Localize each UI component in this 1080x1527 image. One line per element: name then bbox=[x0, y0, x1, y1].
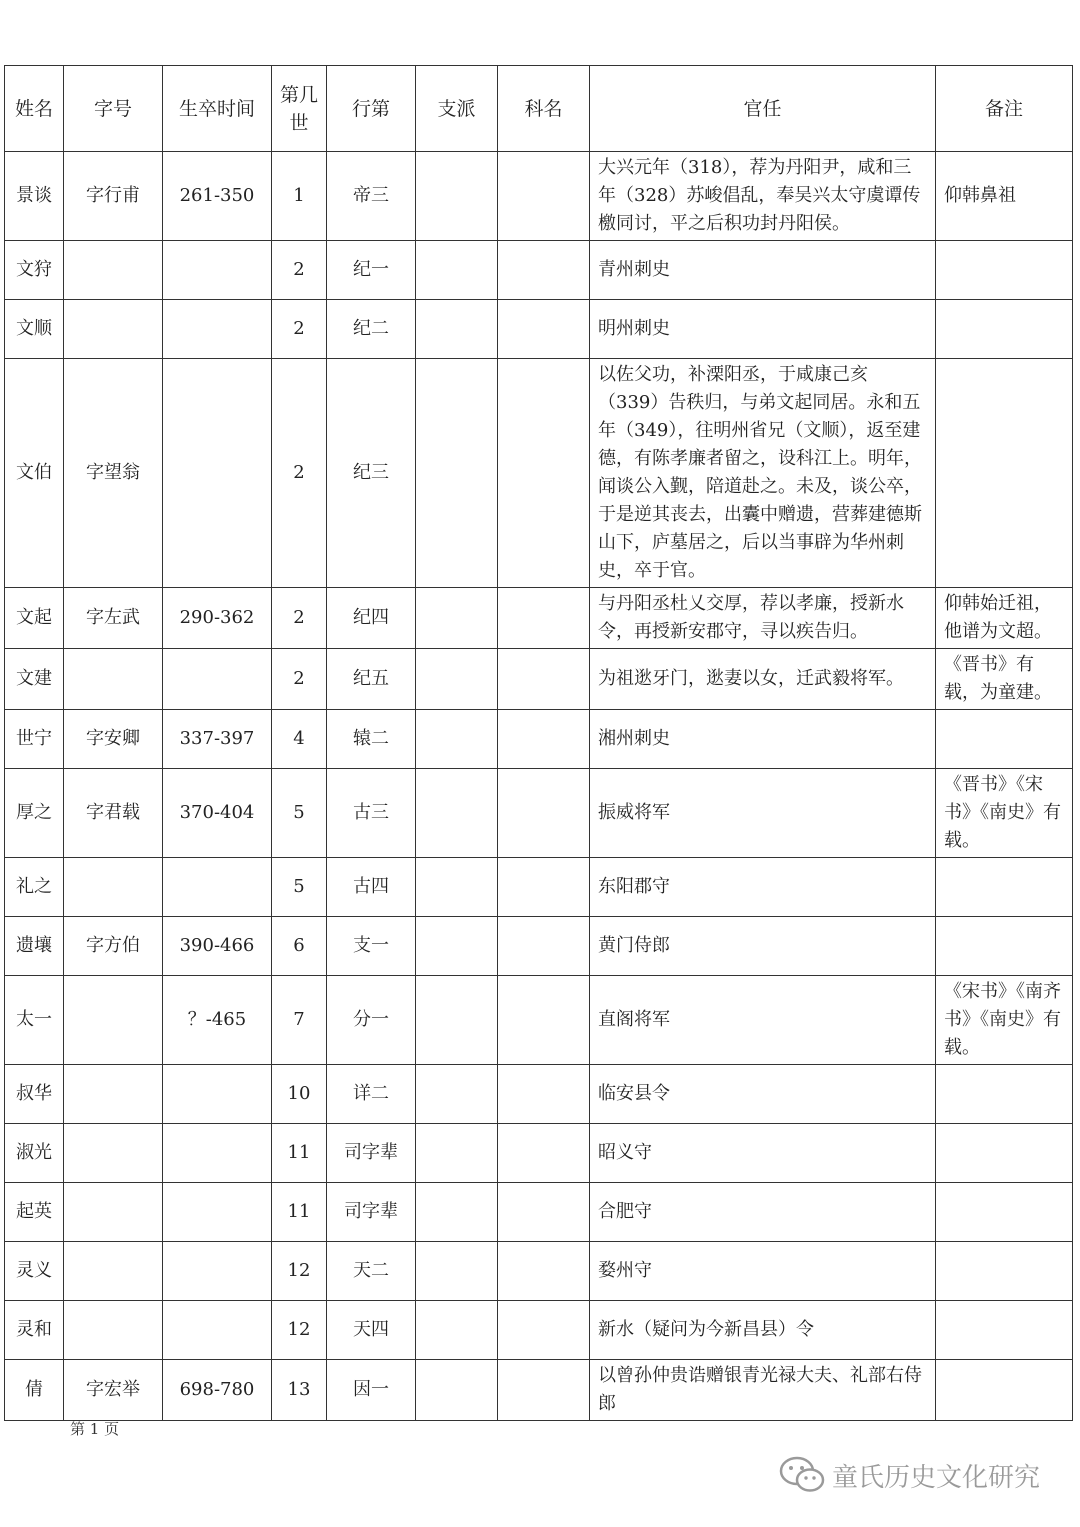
cell-lifespan: 337-397 bbox=[163, 710, 272, 769]
cell-name: 遗壤 bbox=[5, 917, 64, 976]
cell-generation: 2 bbox=[272, 241, 327, 300]
cell-courtesy bbox=[64, 858, 163, 917]
table-row bbox=[5, 710, 1073, 769]
cell-generation: 1 bbox=[272, 152, 327, 241]
cell-notes: 仰韩始迁祖，他谱为文超。 bbox=[936, 588, 1073, 649]
watermark-text: 童氏历史文化研究 bbox=[832, 1462, 1041, 1493]
cell-office: 直阁将军 bbox=[590, 976, 936, 1065]
cell-branch bbox=[416, 1065, 498, 1124]
cell-generation: 2 bbox=[272, 588, 327, 649]
cell-office: 合肥守 bbox=[590, 1183, 936, 1242]
cell-office: 明州刺史 bbox=[590, 300, 936, 359]
table-row bbox=[5, 588, 1073, 649]
cell-rank: 司字辈 bbox=[327, 1124, 416, 1183]
header-name: 姓名 bbox=[5, 66, 64, 152]
table-row bbox=[5, 649, 1073, 710]
cell-name: 厚之 bbox=[5, 769, 64, 858]
cell-lifespan: 390-466 bbox=[163, 917, 272, 976]
cell-rank: 天四 bbox=[327, 1301, 416, 1360]
wechat-icon bbox=[778, 1455, 826, 1495]
cell-courtesy: 字君载 bbox=[64, 769, 163, 858]
header-office: 官任 bbox=[590, 66, 936, 152]
table-row bbox=[5, 359, 1073, 588]
table-row bbox=[5, 769, 1073, 858]
cell-courtesy bbox=[64, 241, 163, 300]
table-row bbox=[5, 1124, 1073, 1183]
cell-notes: 《晋书》有载，为童建。 bbox=[936, 649, 1073, 710]
table-row bbox=[5, 300, 1073, 359]
header-notes: 备注 bbox=[936, 66, 1073, 152]
cell-rank: 支一 bbox=[327, 917, 416, 976]
cell-generation: 10 bbox=[272, 1065, 327, 1124]
cell-lifespan: 261-350 bbox=[163, 152, 272, 241]
cell-generation: 11 bbox=[272, 1124, 327, 1183]
cell-rank: 纪一 bbox=[327, 241, 416, 300]
cell-notes: 仰韩鼻祖 bbox=[936, 152, 1073, 241]
cell-name: 灵义 bbox=[5, 1242, 64, 1301]
cell-branch bbox=[416, 300, 498, 359]
cell-name: 礼之 bbox=[5, 858, 64, 917]
cell-name: 文顺 bbox=[5, 300, 64, 359]
cell-branch bbox=[416, 1301, 498, 1360]
cell-name: 文狩 bbox=[5, 241, 64, 300]
cell-rank: 因一 bbox=[327, 1360, 416, 1421]
cell-office: 婺州守 bbox=[590, 1242, 936, 1301]
cell-lifespan bbox=[163, 1301, 272, 1360]
cell-courtesy: 字安卿 bbox=[64, 710, 163, 769]
header-generation: 第几世 bbox=[272, 66, 327, 152]
cell-office: 临安县令 bbox=[590, 1065, 936, 1124]
cell-name: 景谈 bbox=[5, 152, 64, 241]
cell-exam bbox=[498, 1065, 590, 1124]
cell-generation: 4 bbox=[272, 710, 327, 769]
cell-rank: 古三 bbox=[327, 769, 416, 858]
cell-courtesy bbox=[64, 300, 163, 359]
table-row bbox=[5, 1183, 1073, 1242]
cell-name: 倩 bbox=[5, 1360, 64, 1421]
header-rank: 行第 bbox=[327, 66, 416, 152]
cell-office: 东阳郡守 bbox=[590, 858, 936, 917]
header-lifespan: 生卒时间 bbox=[163, 66, 272, 152]
cell-courtesy bbox=[64, 1065, 163, 1124]
cell-lifespan bbox=[163, 300, 272, 359]
table-row bbox=[5, 241, 1073, 300]
cell-office: 黄门侍郎 bbox=[590, 917, 936, 976]
cell-branch bbox=[416, 710, 498, 769]
cell-lifespan bbox=[163, 1124, 272, 1183]
cell-generation: 7 bbox=[272, 976, 327, 1065]
cell-lifespan bbox=[163, 359, 272, 588]
cell-notes bbox=[936, 858, 1073, 917]
header-row bbox=[5, 66, 1073, 152]
cell-notes bbox=[936, 300, 1073, 359]
cell-notes bbox=[936, 1360, 1073, 1421]
cell-exam bbox=[498, 1301, 590, 1360]
cell-exam bbox=[498, 769, 590, 858]
cell-lifespan bbox=[163, 241, 272, 300]
cell-courtesy: 字行甫 bbox=[64, 152, 163, 241]
table-row bbox=[5, 152, 1073, 241]
table-row bbox=[5, 1301, 1073, 1360]
cell-courtesy bbox=[64, 976, 163, 1065]
cell-office: 以佐父功，补溧阳丞，于咸康己亥（339）告秩归，与弟文起同居。永和五年（349），往明州省兄（文顺），返至建德，有陈孝廉者留之，设科江上。明年，闻谈公入觐，陪道赴之。未及，谈公卒，于是逆其丧去，出囊中赠遗，营葬建德斯山下，庐墓居之，后以当事辟为华州刺史，卒于官。 bbox=[590, 359, 936, 588]
cell-courtesy bbox=[64, 1124, 163, 1183]
page-number: 第 1 页 bbox=[70, 1420, 120, 1438]
cell-lifespan: 370-404 bbox=[163, 769, 272, 858]
cell-branch bbox=[416, 1124, 498, 1183]
cell-exam bbox=[498, 300, 590, 359]
cell-rank: 帝三 bbox=[327, 152, 416, 241]
cell-exam bbox=[498, 976, 590, 1065]
cell-exam bbox=[498, 359, 590, 588]
cell-branch bbox=[416, 649, 498, 710]
table-row bbox=[5, 1065, 1073, 1124]
cell-notes bbox=[936, 1183, 1073, 1242]
cell-exam bbox=[498, 858, 590, 917]
cell-branch bbox=[416, 1183, 498, 1242]
cell-rank: 分一 bbox=[327, 976, 416, 1065]
cell-generation: 2 bbox=[272, 649, 327, 710]
cell-notes bbox=[936, 1065, 1073, 1124]
cell-notes bbox=[936, 1301, 1073, 1360]
cell-office: 青州刺史 bbox=[590, 241, 936, 300]
cell-courtesy bbox=[64, 1183, 163, 1242]
cell-office: 以曾孙仲贵诰赠银青光禄大夫、礼部右侍郎 bbox=[590, 1360, 936, 1421]
cell-generation: 13 bbox=[272, 1360, 327, 1421]
cell-generation: 5 bbox=[272, 769, 327, 858]
cell-name: 淑光 bbox=[5, 1124, 64, 1183]
cell-name: 起英 bbox=[5, 1183, 64, 1242]
cell-exam bbox=[498, 588, 590, 649]
table-body bbox=[5, 152, 1073, 1421]
cell-branch bbox=[416, 1242, 498, 1301]
cell-notes: 《晋书》《宋书》《南史》有载。 bbox=[936, 769, 1073, 858]
cell-office: 振威将军 bbox=[590, 769, 936, 858]
cell-rank: 古四 bbox=[327, 858, 416, 917]
cell-office: 昭义守 bbox=[590, 1124, 936, 1183]
cell-notes bbox=[936, 1242, 1073, 1301]
cell-lifespan bbox=[163, 1065, 272, 1124]
cell-lifespan bbox=[163, 1183, 272, 1242]
cell-generation: 11 bbox=[272, 1183, 327, 1242]
table-row bbox=[5, 917, 1073, 976]
cell-exam bbox=[498, 917, 590, 976]
cell-exam bbox=[498, 152, 590, 241]
cell-courtesy: 字宏举 bbox=[64, 1360, 163, 1421]
cell-notes bbox=[936, 917, 1073, 976]
cell-branch bbox=[416, 1360, 498, 1421]
cell-generation: 5 bbox=[272, 858, 327, 917]
cell-branch bbox=[416, 152, 498, 241]
cell-generation: 2 bbox=[272, 359, 327, 588]
cell-rank: 天二 bbox=[327, 1242, 416, 1301]
cell-branch bbox=[416, 241, 498, 300]
cell-courtesy: 字方伯 bbox=[64, 917, 163, 976]
table-row bbox=[5, 1360, 1073, 1421]
cell-exam bbox=[498, 1242, 590, 1301]
cell-name: 叔华 bbox=[5, 1065, 64, 1124]
cell-branch bbox=[416, 976, 498, 1065]
cell-generation: 2 bbox=[272, 300, 327, 359]
cell-generation: 12 bbox=[272, 1242, 327, 1301]
cell-lifespan: 290-362 bbox=[163, 588, 272, 649]
cell-name: 世宁 bbox=[5, 710, 64, 769]
cell-name: 文伯 bbox=[5, 359, 64, 588]
cell-notes bbox=[936, 1124, 1073, 1183]
cell-office: 湘州刺史 bbox=[590, 710, 936, 769]
cell-exam bbox=[498, 710, 590, 769]
cell-rank: 纪二 bbox=[327, 300, 416, 359]
cell-name: 文建 bbox=[5, 649, 64, 710]
cell-exam bbox=[498, 1124, 590, 1183]
cell-lifespan: ？-465 bbox=[163, 976, 272, 1065]
cell-generation: 12 bbox=[272, 1301, 327, 1360]
cell-rank: 辕二 bbox=[327, 710, 416, 769]
cell-office: 大兴元年（318），荐为丹阳尹，咸和三年（328）苏峻倡乱，奉吴兴太守虞谭传檄同讨，平之后积功封丹阳侯。 bbox=[590, 152, 936, 241]
cell-courtesy bbox=[64, 1242, 163, 1301]
genealogy-table bbox=[4, 65, 1073, 1421]
header-courtesy: 字号 bbox=[64, 66, 163, 152]
table-row bbox=[5, 976, 1073, 1065]
cell-lifespan bbox=[163, 1242, 272, 1301]
cell-exam bbox=[498, 241, 590, 300]
cell-rank: 司字辈 bbox=[327, 1183, 416, 1242]
table-row bbox=[5, 858, 1073, 917]
cell-office: 为祖逖牙门，逖妻以女，迁武毅将军。 bbox=[590, 649, 936, 710]
cell-office: 与丹阳丞杜乂交厚，荐以孝廉，授新水令，再授新安郡守，寻以疾告归。 bbox=[590, 588, 936, 649]
cell-lifespan bbox=[163, 858, 272, 917]
cell-branch bbox=[416, 588, 498, 649]
cell-courtesy bbox=[64, 1301, 163, 1360]
cell-exam bbox=[498, 1183, 590, 1242]
cell-rank: 纪五 bbox=[327, 649, 416, 710]
cell-name: 灵和 bbox=[5, 1301, 64, 1360]
cell-name: 太一 bbox=[5, 976, 64, 1065]
table-row bbox=[5, 1242, 1073, 1301]
cell-office: 新水（疑问为今新昌县）令 bbox=[590, 1301, 936, 1360]
cell-rank: 详二 bbox=[327, 1065, 416, 1124]
cell-courtesy: 字左武 bbox=[64, 588, 163, 649]
cell-branch bbox=[416, 858, 498, 917]
cell-branch bbox=[416, 359, 498, 588]
cell-branch bbox=[416, 917, 498, 976]
cell-exam bbox=[498, 649, 590, 710]
watermark bbox=[778, 1455, 1040, 1495]
cell-notes: 《宋书》《南齐书》《南史》有载。 bbox=[936, 976, 1073, 1065]
cell-lifespan: 698-780 bbox=[163, 1360, 272, 1421]
cell-branch bbox=[416, 769, 498, 858]
cell-rank: 纪四 bbox=[327, 588, 416, 649]
cell-notes bbox=[936, 241, 1073, 300]
cell-courtesy: 字望翁 bbox=[64, 359, 163, 588]
cell-lifespan bbox=[163, 649, 272, 710]
cell-name: 文起 bbox=[5, 588, 64, 649]
cell-rank: 纪三 bbox=[327, 359, 416, 588]
header-branch: 支派 bbox=[416, 66, 498, 152]
header-exam: 科名 bbox=[498, 66, 590, 152]
cell-courtesy bbox=[64, 649, 163, 710]
cell-notes bbox=[936, 710, 1073, 769]
cell-generation: 6 bbox=[272, 917, 327, 976]
cell-notes bbox=[936, 359, 1073, 588]
cell-exam bbox=[498, 1360, 590, 1421]
